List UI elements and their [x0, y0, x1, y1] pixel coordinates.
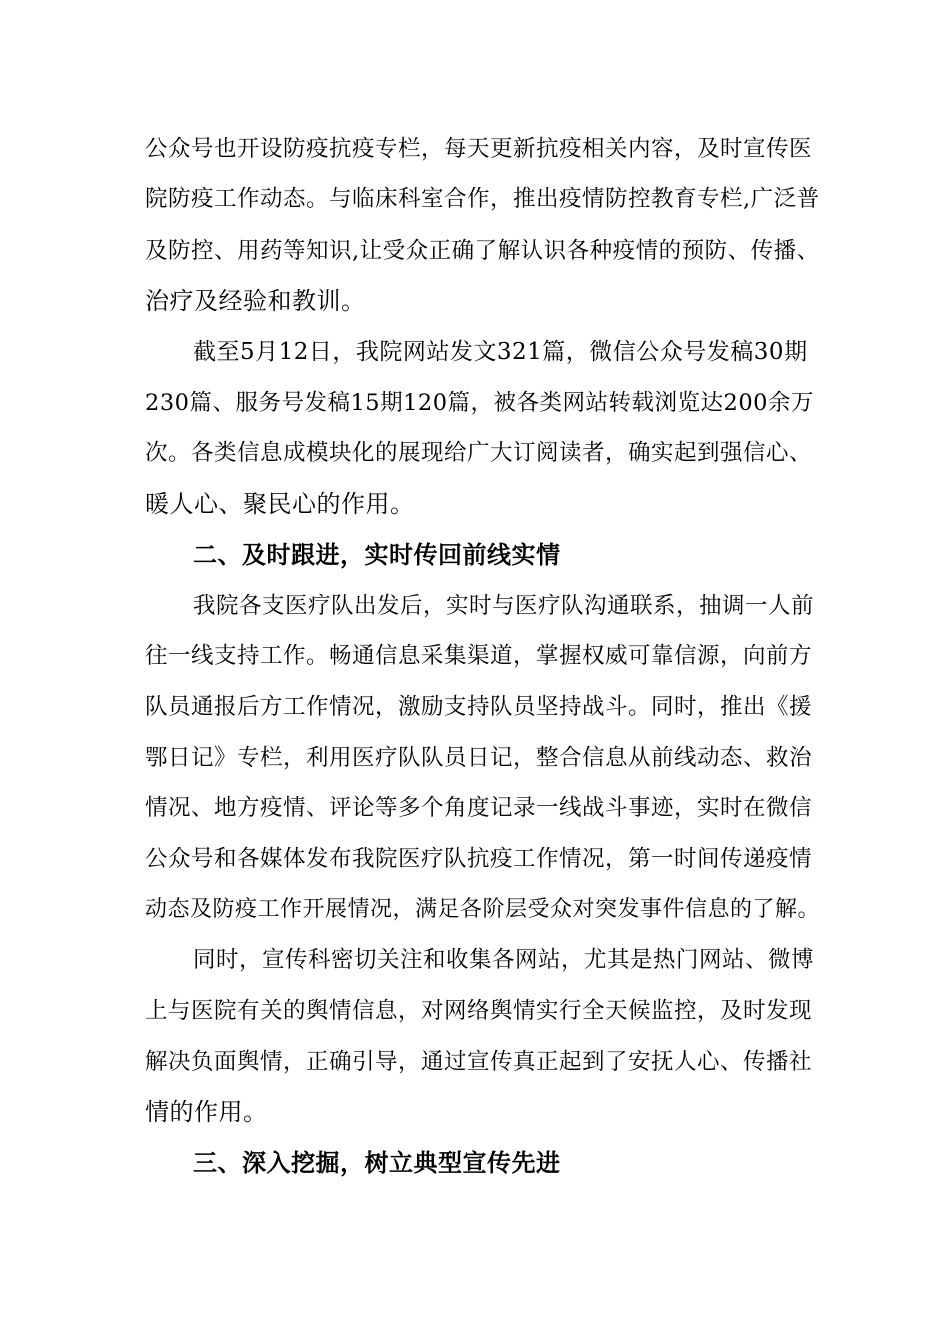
paragraph-1-line-2: 院防疫工作动态。与临床科室合作，推出疫情防控教育专栏,广泛普: [145, 186, 820, 212]
paragraph-2-line-2: 230篇、服务号发稿15期120篇，被各类网站转载浏览达200余万: [145, 390, 814, 416]
section-heading-2: 二、及时跟进，实时传回前线实情: [193, 540, 561, 569]
paragraph-1-line-1: 公众号也开设防疫抗疫专栏，每天更新抗疫相关内容，及时宣传医: [145, 136, 813, 162]
paragraph-3-line-3: 队员通报后方工作情况，激励支持队员坚持战斗。同时，推出《援: [145, 694, 813, 720]
paragraph-4-line-4: 情的作用。: [145, 1098, 268, 1126]
paragraph-2-line-3: 次。各类信息成模块化的展现给广大订阅读者，确实起到强信心、: [145, 440, 813, 466]
paragraph-2-line-1: 截至5月12日，我院网站发文321篇，微信公众号发稿30期: [193, 339, 808, 365]
paragraph-1-line-3: 及防控、用药等知识,让受众正确了解认识各种疫情的预防、传播、: [145, 238, 820, 264]
paragraph-3-line-4: 鄂日记》专栏，利用医疗队队员日记，整合信息从前线动态、救治: [145, 745, 813, 771]
paragraph-3-line-1: 我院各支医疗队出发后，实时与医疗队沟通联系，抽调一人前: [193, 593, 815, 619]
paragraph-3-line-7: 动态及防疫工作开展情况，满足各阶层受众对突发事件信息的了解。: [145, 897, 821, 922]
paragraph-3-line-2: 往一线支持工作。畅通信息采集渠道，掌握权威可靠信源，向前方: [145, 643, 813, 669]
paragraph-1-line-4: 治疗及经验和教训。: [145, 287, 366, 315]
paragraph-4-line-1: 同时，宣传科密切关注和收集各网站，尤其是热门网站、微博: [193, 947, 815, 973]
paragraph-2-line-4: 暖人心、聚民心的作用。: [145, 490, 415, 518]
paragraph-4-line-2: 上与医院有关的舆情信息，对网络舆情实行全天候监控，及时发现: [145, 998, 813, 1024]
paragraph-3-line-6: 公众号和各媒体发布我院医疗队抗疫工作情况，第一时间传递疫情: [145, 846, 813, 872]
paragraph-3-line-5: 情况、地方疫情、评论等多个角度记录一线战斗事迹，实时在微信: [145, 795, 813, 821]
section-heading-3: 三、深入挖掘，树立典型宣传先进: [193, 1148, 561, 1177]
paragraph-4-line-3: 解决负面舆情，正确引导，通过宣传真正起到了安抚人心、传播社: [145, 1049, 813, 1075]
